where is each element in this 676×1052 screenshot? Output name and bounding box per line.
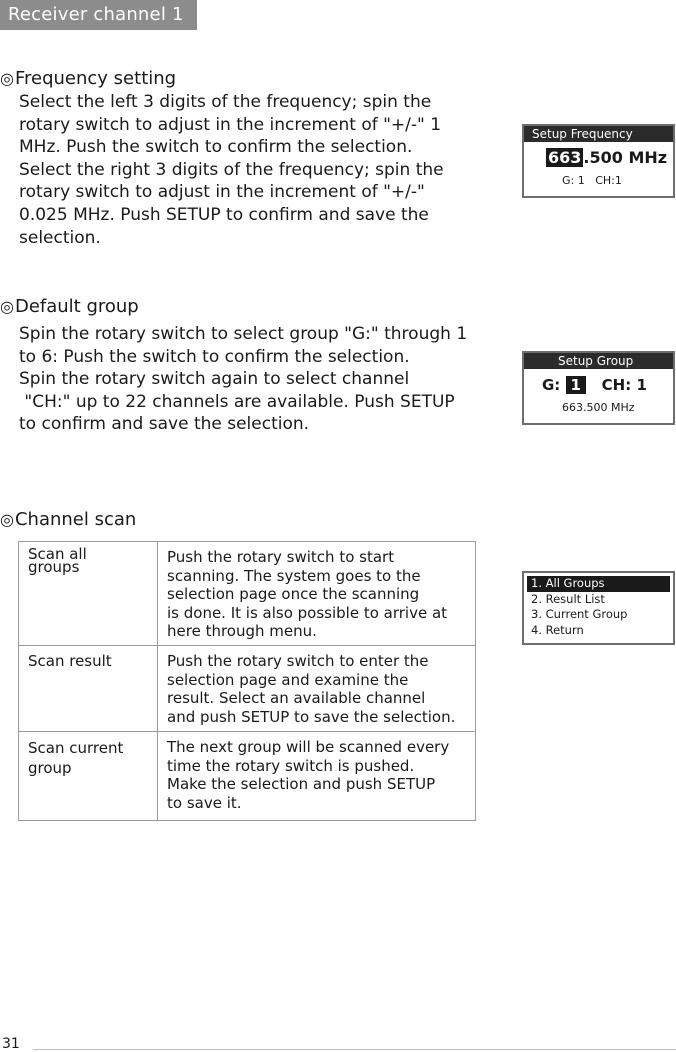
menu-item-result-list: 2. Result List — [531, 591, 605, 606]
text-line: scanning. The system goes to the — [167, 566, 421, 585]
menu-item-all-groups: 1. All Groups — [527, 576, 670, 592]
frequency-remainder: .500 MHz — [583, 148, 668, 167]
text-line: time the rotary switch is pushed. — [167, 756, 415, 775]
table-row — [19, 646, 476, 732]
scan-menu-screen — [522, 571, 675, 645]
frequency-readout: 663.500 MHz — [562, 401, 635, 414]
text-line: to 6: Push the switch to confirm the selection. — [19, 346, 410, 367]
text-line: selection page and examine the — [167, 670, 409, 689]
channel-scan-heading — [0, 508, 136, 532]
scan-option-name — [19, 542, 158, 646]
text-line: rotary switch to adjust in the increment of "+/-" 1 — [19, 114, 442, 135]
text-line: is done. It is also possible to arrive at — [167, 603, 448, 622]
section-header-tab: Receiver channel 1 — [0, 0, 197, 30]
frequency-setting-title: Frequency setting — [14, 68, 177, 89]
text-line: Make the selection and push SETUP — [167, 775, 436, 793]
frequency-readout — [546, 147, 667, 169]
group-label: G: — [542, 376, 561, 394]
menu-item-current-group: 3. Current Group — [531, 607, 628, 621]
frequency-setting-text — [19, 91, 444, 249]
text-line: selection. — [19, 227, 101, 248]
text-line: to confirm and save the selection. — [19, 414, 310, 435]
text-line: MHz. Push the switch to confirm the selection. — [19, 137, 413, 158]
text-line: The next group will be scanned every — [167, 738, 450, 756]
text-line: Scan all — [28, 545, 87, 563]
setup-frequency-screen — [522, 124, 675, 198]
text-line: Push the rotary switch to enter the — [167, 652, 429, 670]
selected-group: 1 — [566, 376, 586, 394]
scan-option-description — [158, 732, 476, 821]
bullet-circle-icon: ◎ — [0, 297, 14, 316]
group-channel-readout — [542, 374, 647, 396]
table-row — [19, 542, 476, 646]
default-group-text — [19, 323, 467, 436]
default-group-title: Default group — [14, 296, 139, 317]
group-channel-status: G: 1 CH:1 — [562, 174, 622, 187]
scan-option-name — [19, 646, 158, 732]
text-line: "CH:" up to 22 channels are available. Push SETUP — [19, 391, 455, 412]
frequency-setting-heading — [0, 67, 176, 91]
selected-digits: 663 — [548, 148, 582, 167]
footer-divider — [33, 1049, 676, 1050]
text-line: 0.025 MHz. Push SETUP to confirm and save the — [19, 204, 429, 225]
text-line: to save it. — [167, 793, 242, 812]
text-line: Select the left 3 digits of the frequency; spin the — [19, 92, 432, 112]
scan-option-description — [158, 542, 476, 646]
text-line: selection page once the scanning — [167, 585, 420, 603]
bullet-circle-icon: ◎ — [0, 510, 14, 529]
text-line: and push SETUP to save the selection. — [167, 707, 456, 726]
text-line: Spin the rotary switch again to select channel — [19, 369, 410, 390]
text-line: Scan result — [28, 652, 112, 670]
scan-option-description — [158, 646, 476, 732]
text-line: Scan current — [28, 739, 124, 757]
channel-scan-table — [18, 541, 476, 821]
text-line: result. Select an available channel — [167, 689, 426, 707]
text-line: group — [28, 759, 72, 777]
page-number: 31 — [2, 1036, 20, 1052]
text-line: here through menu. — [167, 622, 317, 640]
scan-option-name — [19, 732, 158, 821]
text-line: Select the right 3 digits of the frequency; spin the — [19, 159, 444, 180]
channel-scan-title: Channel scan — [14, 509, 137, 530]
channel-value: CH: 1 — [601, 376, 647, 394]
bullet-circle-icon: ◎ — [0, 69, 14, 88]
text-line: rotary switch to adjust in the increment of "+/-" — [19, 182, 425, 203]
default-group-heading — [0, 295, 139, 319]
screen-title: Setup Group — [524, 353, 673, 369]
screen-title: Setup Frequency — [524, 126, 673, 142]
text-line: Push the rotary switch to start — [167, 548, 395, 566]
text-line: groups — [28, 558, 80, 576]
setup-group-screen — [522, 351, 675, 425]
text-line: Spin the rotary switch to select group "G:" through 1 — [19, 324, 468, 344]
table-row — [19, 732, 476, 821]
menu-item-return: 4. Return — [531, 622, 584, 637]
